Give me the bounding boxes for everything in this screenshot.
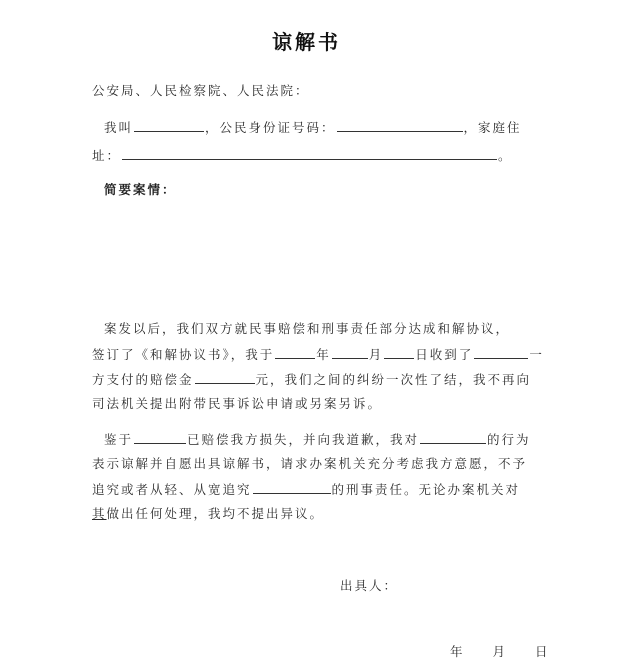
p1-l2-text: 签订了《和解协议书》，我于: [92, 347, 275, 362]
payer-blank[interactable]: [474, 345, 528, 359]
p2-line-2: 表示谅解并自愿出具谅解书，请求办案机关充分考虑我方意愿，不予: [92, 456, 528, 471]
addressee: 公安局、人民检察院、人民法院：: [92, 83, 310, 98]
p2-l4-underlined: 其: [92, 506, 107, 521]
day-label: 日收到了: [415, 347, 474, 362]
p2-line-1: [104, 430, 531, 449]
p2-l1-mid: 已赔偿我方损失，并向我道歉，我对: [187, 432, 420, 447]
offender-blank[interactable]: [134, 430, 186, 444]
p1-l2-end: 一: [529, 347, 544, 362]
year-blank[interactable]: [275, 345, 315, 359]
p2-line-4: [92, 505, 324, 523]
offender-blank-3[interactable]: [253, 480, 331, 494]
address-blank[interactable]: [122, 146, 497, 160]
p1-line-2: [92, 345, 544, 364]
date-month: 月: [492, 644, 508, 659]
issuer-signature-blank[interactable]: [415, 579, 535, 592]
name-blank[interactable]: [134, 118, 204, 132]
month-label: 月: [368, 347, 384, 362]
i-am-label: 我叫: [104, 120, 134, 135]
date-year: 年: [450, 644, 465, 659]
date-line: [450, 643, 550, 661]
month-blank[interactable]: [332, 345, 368, 359]
compensation-label: 方支付的赔偿金: [92, 372, 194, 387]
p1-l3-rest: 元，我们之间的纠纷一次性了结，我不再向: [255, 372, 532, 387]
compensation-blank[interactable]: [195, 370, 255, 384]
date-day: 日: [535, 644, 550, 659]
day-blank[interactable]: [384, 345, 414, 359]
p1-line-4: 司法机关提出附带民事诉讼申请或另案另诉。: [92, 396, 383, 411]
offender-blank-2[interactable]: [420, 430, 486, 444]
p1-line-3: [92, 370, 531, 389]
p2-line-3: [92, 480, 520, 499]
identity-line-1: [104, 118, 522, 137]
id-number-blank[interactable]: [337, 118, 463, 132]
period: 。: [498, 148, 513, 163]
id-number-label: ，公民身份证号码：: [205, 120, 336, 135]
address-label: 址：: [92, 148, 122, 163]
p1-line-1: 案发以后，我们双方就民事赔偿和刑事责任部分达成和解协议，: [104, 321, 511, 336]
p2-l3-rest: 的刑事责任。无论办案机关对: [331, 482, 521, 497]
identity-line-2: [92, 146, 513, 165]
document-title: 谅解书: [272, 30, 341, 54]
issuer-label: 出具人：: [340, 578, 399, 593]
case-summary-heading: 简要案情：: [104, 182, 177, 197]
p2-l4-rest: 做出任何处理，我均不提出异议。: [106, 506, 325, 521]
p2-l1-text: 鉴于: [104, 432, 134, 447]
home-address-label-start: ，家庭住: [463, 120, 522, 135]
year-label: 年: [316, 347, 331, 362]
p2-l1-end: 的行为: [487, 432, 531, 447]
p2-l3-text: 追究或者从轻、从宽追究: [92, 482, 252, 497]
